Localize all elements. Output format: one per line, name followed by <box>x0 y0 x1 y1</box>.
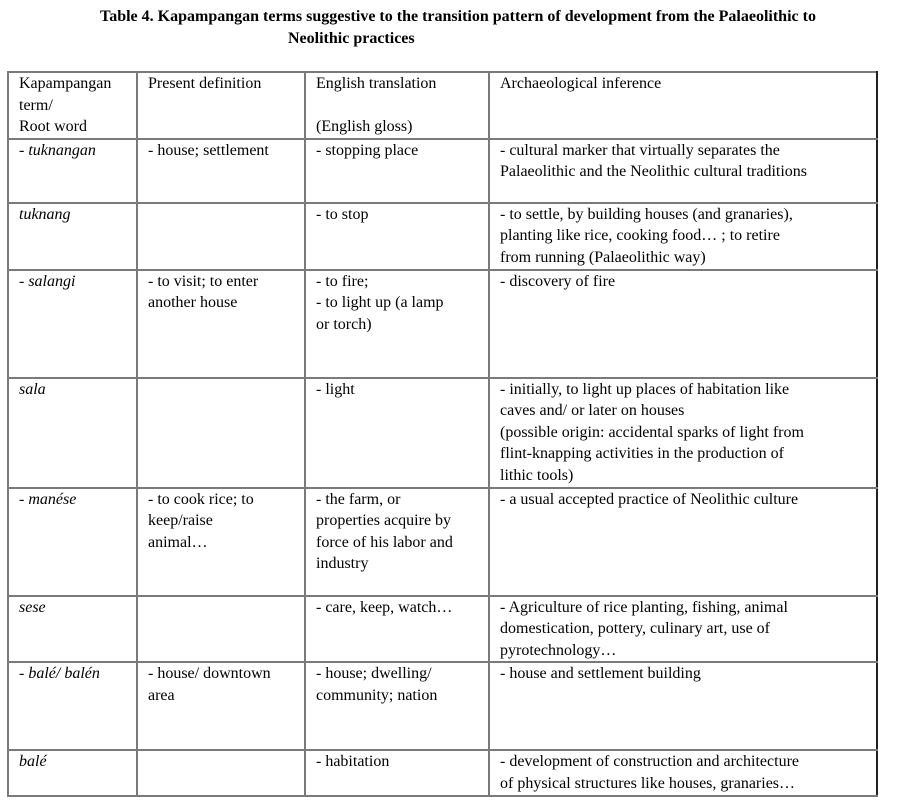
cell-line: animal… <box>148 533 208 551</box>
cell-line: planting like rice, cooking food… ; to retire <box>500 227 780 245</box>
cell-kapampangan-term <box>8 270 137 378</box>
header-english-translation <box>305 72 489 139</box>
cell-line: - the farm, or <box>316 490 401 508</box>
cell-english-translation <box>305 378 489 488</box>
header-line: Root word <box>19 118 87 136</box>
header-line: Archaeological inference <box>500 75 662 92</box>
cell-line: or torch) <box>316 315 372 333</box>
cell-present-definition <box>137 378 305 488</box>
term-word: sala <box>19 380 46 398</box>
cell-line: - to cook rice; to <box>148 490 254 508</box>
table-row <box>8 488 877 596</box>
cell-line: - habitation <box>316 753 390 771</box>
cell-kapampangan-term <box>8 750 137 795</box>
table-row <box>8 596 877 663</box>
cell-present-definition <box>137 488 305 596</box>
term-word: balé/ balén <box>28 665 100 683</box>
header-line: term/ <box>19 96 53 114</box>
term-word: manése <box>28 490 77 508</box>
cell-line: force of his labor and <box>316 533 453 551</box>
cell-line: another house <box>148 294 238 312</box>
term-prefix: - <box>19 272 29 290</box>
cell-line: - development of construction and architecture <box>500 753 799 771</box>
cell-line: properties acquire by <box>316 512 452 530</box>
term-word: balé <box>19 753 47 771</box>
term-word: salangi <box>28 272 76 290</box>
cell-present-definition <box>137 596 305 663</box>
cell-archaeological-inference <box>489 488 877 596</box>
cell-line: - to visit; to enter <box>148 272 259 290</box>
table-caption <box>0 6 905 50</box>
header-line: Present definition <box>148 75 262 92</box>
table-row <box>8 270 877 378</box>
cell-line: - house; dwelling/ <box>316 665 432 683</box>
term-prefix: - <box>19 665 29 683</box>
cell-line: - house and settlement building <box>500 665 701 683</box>
cell-line: area <box>148 686 175 704</box>
cell-archaeological-inference <box>489 203 877 270</box>
cell-line: pyrotechnology… <box>500 641 617 659</box>
term-word: tuknangan <box>28 141 96 159</box>
term-prefix: - <box>19 141 29 159</box>
table-row <box>8 662 877 750</box>
cell-line: flint-knapping activities in the production of <box>500 445 784 463</box>
table-header-row <box>8 72 877 139</box>
cell-line: lithic tools) <box>500 466 574 484</box>
cell-line: - to fire; <box>316 272 369 290</box>
table-row <box>8 750 877 795</box>
cell-archaeological-inference <box>489 662 877 750</box>
table-row <box>8 203 877 270</box>
header-present-definition <box>137 72 305 139</box>
cell-line: - to settle, by building houses (and granaries), <box>500 205 793 223</box>
cell-line: keep/raise <box>148 512 213 530</box>
term-word: tuknang <box>19 205 71 223</box>
cell-line: industry <box>316 555 369 573</box>
cell-english-translation <box>305 270 489 378</box>
cell-line: - to light up (a lamp <box>316 294 444 312</box>
cell-kapampangan-term <box>8 596 137 663</box>
table-caption-line-2: Neolithic practices <box>288 30 415 47</box>
cell-archaeological-inference <box>489 270 877 378</box>
cell-archaeological-inference <box>489 750 877 795</box>
cell-present-definition <box>137 750 305 795</box>
header-archaeological-inference <box>489 72 877 139</box>
cell-line: (possible origin: accidental sparks of light from <box>500 423 804 441</box>
cell-line: - house/ downtown <box>148 665 271 683</box>
cell-kapampangan-term <box>8 139 137 203</box>
cell-line: of physical structures like houses, granaries… <box>500 774 796 792</box>
table-row <box>8 139 877 203</box>
cell-archaeological-inference <box>489 139 877 203</box>
cell-english-translation <box>305 662 489 750</box>
cell-line: - light <box>316 380 355 398</box>
cell-line: community; nation <box>316 686 438 704</box>
cell-present-definition <box>137 270 305 378</box>
cell-english-translation <box>305 750 489 795</box>
cell-english-translation <box>305 139 489 203</box>
cell-english-translation <box>305 203 489 270</box>
cell-line: - to stop <box>316 205 369 223</box>
cell-line: - a usual accepted practice of Neolithic culture <box>500 490 799 508</box>
cell-english-translation <box>305 488 489 596</box>
cell-kapampangan-term <box>8 203 137 270</box>
cell-kapampangan-term <box>8 662 137 750</box>
cell-present-definition <box>137 203 305 270</box>
table-caption-line-1: Table 4. Kapampangan terms suggestive to the transition pattern of development from the Palaeolithic to <box>100 8 816 25</box>
cell-present-definition <box>137 139 305 203</box>
cell-line: from running (Palaeolithic way) <box>500 248 706 266</box>
cell-line: - care, keep, watch… <box>316 598 453 616</box>
cell-line: - Agriculture of rice planting, fishing, animal <box>500 598 788 616</box>
cell-kapampangan-term <box>8 378 137 488</box>
cell-line: - discovery of fire <box>500 272 616 290</box>
header-line: (English gloss) <box>316 118 413 136</box>
cell-line: - stopping place <box>316 141 419 159</box>
header-kapampangan-term <box>8 72 137 139</box>
cell-line: - house; settlement <box>148 141 269 159</box>
cell-present-definition <box>137 662 305 750</box>
cell-archaeological-inference <box>489 596 877 663</box>
cell-english-translation <box>305 596 489 663</box>
kapampangan-terms-table <box>7 71 878 797</box>
cell-line: - initially, to light up places of habitation like <box>500 380 790 398</box>
cell-kapampangan-term <box>8 488 137 596</box>
term-prefix: - <box>19 490 29 508</box>
cell-line: domestication, pottery, culinary art, use of <box>500 620 770 638</box>
table-row <box>8 378 877 488</box>
header-line: Kapampangan <box>19 75 112 92</box>
header-line <box>316 95 488 117</box>
term-word: sese <box>19 598 46 616</box>
header-line: English translation <box>316 75 437 92</box>
cell-archaeological-inference <box>489 378 877 488</box>
cell-line: caves and/ or later on houses <box>500 402 685 420</box>
cell-line: Palaeolithic and the Neolithic cultural traditions <box>500 163 808 181</box>
cell-line: - cultural marker that virtually separates the <box>500 141 780 159</box>
